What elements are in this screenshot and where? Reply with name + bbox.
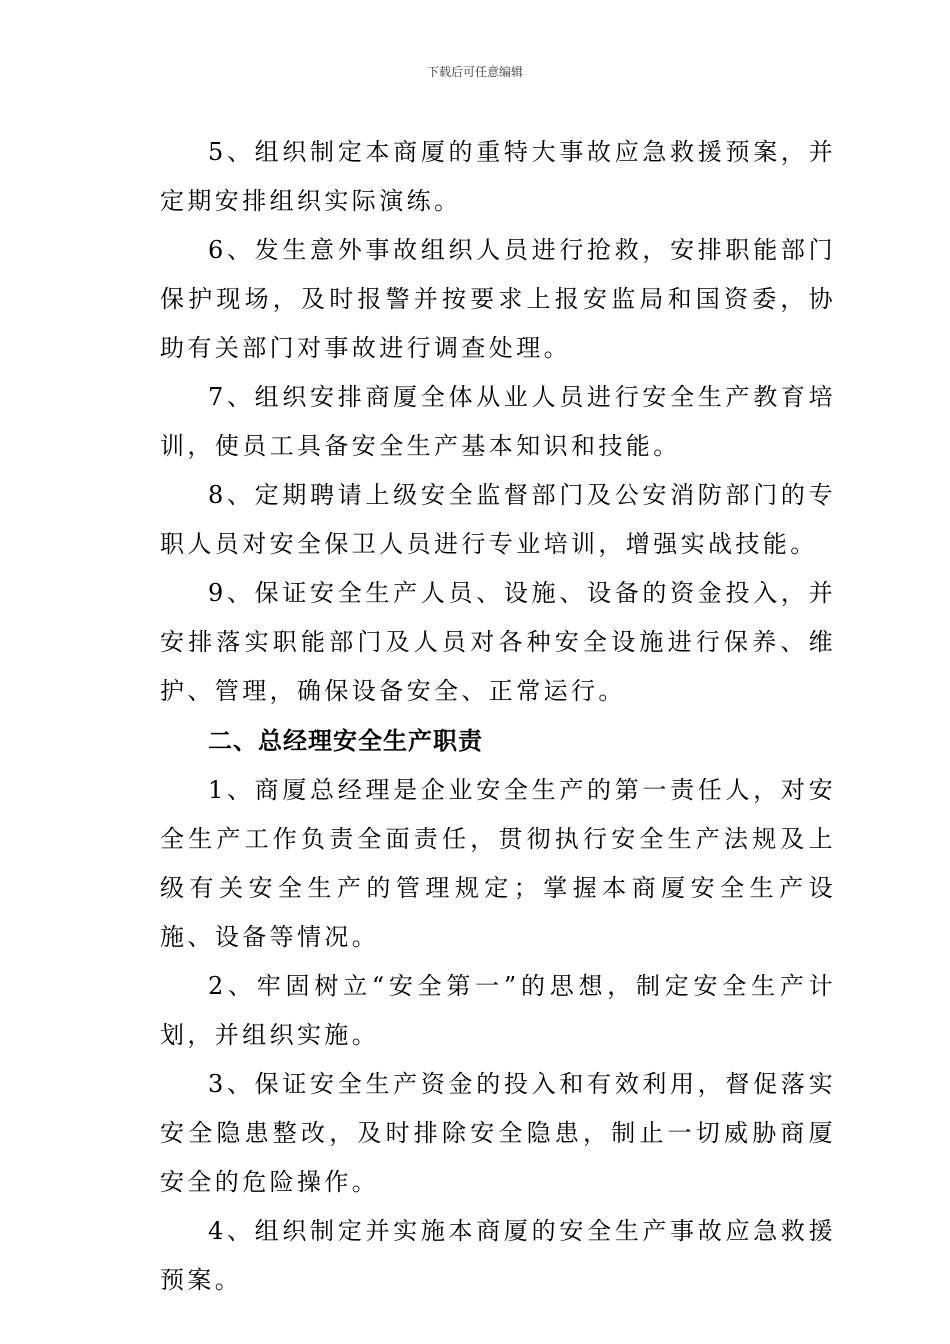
paragraph-gm-item-4: 4、组织制定并实施本商厦的安全生产事故应急救援预案。 bbox=[160, 1217, 836, 1294]
paragraph-item-8: 8、定期聘请上级安全监督部门及公安消防部门的专职人员对安全保卫人员进行专业培训，增强实战技能。 bbox=[160, 481, 836, 558]
paragraph-item-7: 7、组织安排商厦全体从业人员进行安全生产教育培训，使员工具备安全生产基本知识和技能。 bbox=[160, 383, 836, 460]
paragraph-item-9: 9、保证安全生产人员、设施、设备的资金投入，并安排落实职能部门及人员对各种安全设施进行保养、维护、管理，确保设备安全、正常运行。 bbox=[160, 579, 836, 705]
paragraph-gm-item-1: 1、商厦总经理是企业安全生产的第一责任人，对安全生产工作负责全面责任，贯彻执行安全生产法规及上级有关安全生产的管理规定；掌握本商厦安全生产设施、设备等情况。 bbox=[160, 776, 836, 951]
document-body bbox=[160, 128, 836, 1305]
section-heading: 二、总经理安全生产职责 bbox=[208, 727, 483, 755]
paragraph-item-6: 6、发生意外事故组织人员进行抢救，安排职能部门保护现场，及时报警并按要求上报安监局和国资委，协助有关部门对事故进行调查处理。 bbox=[160, 236, 836, 362]
paragraph-item-5: 5、组织制定本商厦的重特大事故应急救援预案，并定期安排组织实际演练。 bbox=[160, 138, 836, 215]
page-header: 下载后可任意编辑 bbox=[426, 65, 523, 79]
paragraph-gm-item-3: 3、保证安全生产资金的投入和有效利用，督促落实安全隐患整改，及时排除安全隐患，制止一切威胁商厦安全的危险操作。 bbox=[160, 1070, 836, 1196]
paragraph-gm-item-2: 2、牢固树立“安全第一”的思想，制定安全生产计划，并组织实施。 bbox=[160, 972, 836, 1049]
